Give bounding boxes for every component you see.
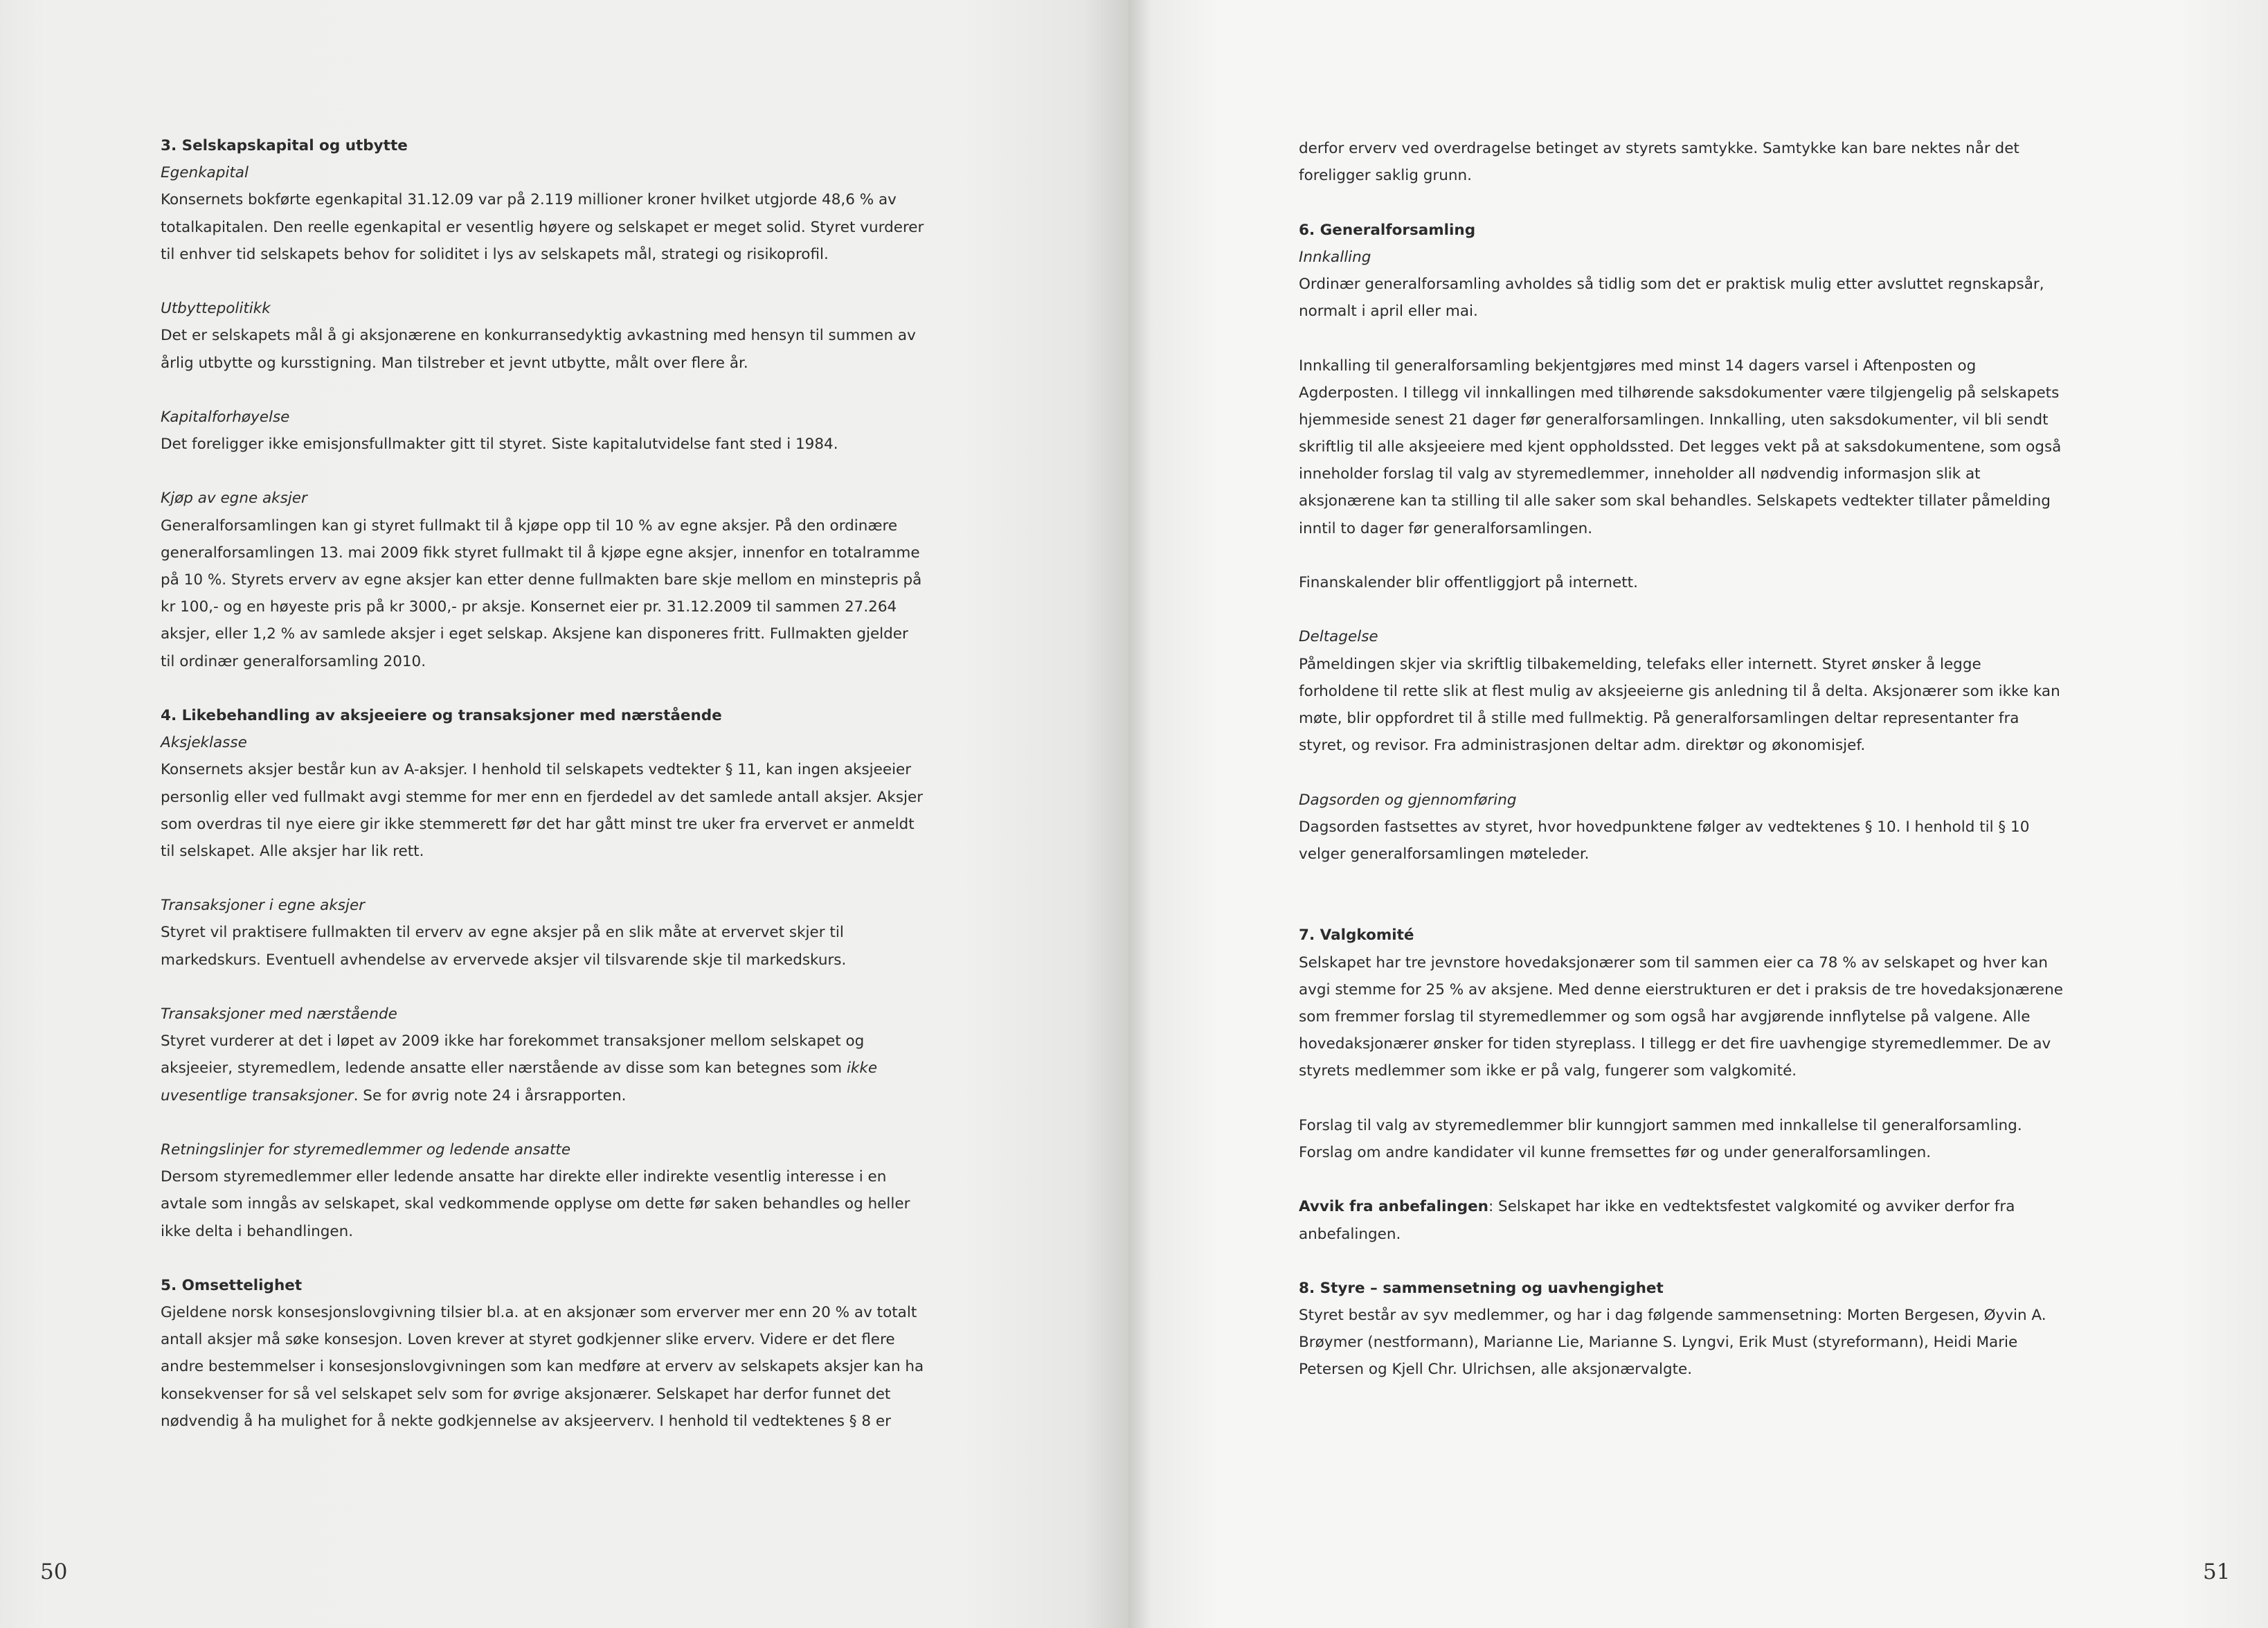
blank-line: [161, 1245, 924, 1272]
text-line: antall aksjer må søke konsesjon. Loven krever at styret godkjenner slike erverv. Videre er det flere: [161, 1331, 895, 1349]
blank-line: [1299, 325, 2063, 352]
section-heading: 8. Styre – sammensetning og uavhengighet: [1299, 1279, 1664, 1297]
blank-line: [1299, 895, 2063, 922]
text-line: andre bestemmelser i konsesjonslovgivningen som kan medføre at erverv av selskapets aksjer kan ha: [161, 1358, 924, 1376]
blank-line: [1299, 189, 2063, 216]
text-line: som overdras til nye eiere gir ikke stemmerett før det har gått minst tre uker fra ervervet er anmeldt: [161, 815, 915, 833]
subsection-heading: Kapitalforhøyelse: [161, 408, 290, 426]
text-line: Gjeldene norsk konsesjonslovgivning tilsier bl.a. at en aksjonær som erverver mer enn 20 % av totalt: [161, 1304, 917, 1322]
paragraph: [1299, 271, 2063, 325]
section-heading: 3. Selskapskapital og utbytte: [161, 137, 408, 154]
paragraph: [161, 1028, 924, 1109]
text-line: Petersen og Kjell Chr. Ulrichsen, alle aksjonærvalgte.: [1299, 1361, 1693, 1379]
paragraph: [1299, 1302, 2063, 1384]
blank-line: [161, 1109, 924, 1136]
text-line: Agderposten. I tillegg vil innkallingen med tilhørende saksdokumenter være tilgjengelig på selskapets: [1299, 384, 2060, 402]
paragraph: [1299, 1112, 2063, 1166]
left-page: [0, 0, 1128, 1628]
text-line: styret, og revisor. Fra administrasjonen deltar adm. direktør og økonomisjef.: [1299, 737, 1866, 755]
bold-text: Avvik fra anbefalingen: [1299, 1198, 1488, 1216]
text-line: Generalforsamlingen kan gi styret fullmakt til å kjøpe opp til 10 % av egne aksjer. På den ordinære: [161, 517, 898, 535]
text-line: avgi stemme for 25 % av aksjene. Med denne eierstrukturen er det i praksis de tre hovedaksjonærene: [1299, 981, 2063, 999]
text-line: ikke delta i behandlingen.: [161, 1222, 354, 1240]
text-line: skriftlig til alle aksjeeiere med kjent oppholdssted. Det legges vekt på at saksdokumentene, som også: [1299, 438, 2062, 456]
left-text-column: [161, 132, 924, 1435]
paragraph: [161, 431, 924, 458]
text-line: inntil to dager før generalforsamlingen.: [1299, 519, 1593, 537]
blank-line: [161, 865, 924, 892]
text-line: Brøymer (nestformann), Marianne Lie, Marianne S. Lyngvi, Erik Must (styreformann), Heidi Marie: [1299, 1334, 2018, 1352]
text-line: nødvendig å ha mulighet for å nekte godkjennelse av aksjeerverv. I henhold til vedtektenes § 8 er: [161, 1412, 891, 1430]
text-line: anbefalingen.: [1299, 1225, 1401, 1243]
text-line: som fremmer forslag til styremedlemmer og som også har avgjørende innflytelse på valgene. Alle: [1299, 1008, 2031, 1026]
blank-line: [161, 458, 924, 485]
blank-line: [161, 974, 924, 1001]
text-line: forholdene til rette slik at flest mulig av aksjeeierne gis anledning til å delta. Aksjonærer som ikke kan: [1299, 682, 2060, 700]
text-line: foreligger saklig grunn.: [1299, 167, 1472, 185]
italic-text: uvesentlige transaksjoner: [161, 1086, 354, 1104]
text-span: . Se for øvrig note 24 i årsrapporten.: [353, 1086, 627, 1104]
subsection-heading: Utbyttepolitikk: [161, 300, 271, 318]
text-line: markedskurs. Eventuell avhendelse av ervervede aksjer vil tilsvarende skje til markedskurs.: [161, 951, 847, 969]
blank-line: [1299, 1166, 2063, 1193]
paragraph: [161, 1299, 924, 1435]
text-line: Styret vurderer at det i løpet av 2009 ikke har forekommet transaksjoner mellom selskapet og: [161, 1032, 865, 1050]
blank-line: [1299, 596, 2063, 623]
paragraph: [161, 322, 924, 376]
text-line: kr 100,- og en høyeste pris på kr 3000,- pr aksje. Konsernet eier pr. 31.12.2009 til sammen 27.264: [161, 598, 897, 616]
subsection-heading: Transaksjoner i egne aksjer: [161, 897, 366, 915]
subsection-heading: Kjøp av egne aksjer: [161, 490, 307, 508]
page-number-right: 51: [2203, 1559, 2231, 1584]
text-line: Forslag om andre kandidater vil kunne fremsettes før og under generalforsamlingen.: [1299, 1143, 1932, 1161]
text-span: : Selskapet har ikke en vedtektsfestet valgkomité og avviker derfor fra: [1488, 1198, 2015, 1216]
subsection-heading: Aksjeklasse: [161, 734, 247, 752]
paragraph: [1299, 814, 2063, 868]
paragraph: [161, 1163, 924, 1245]
text-line: inneholder forslag til valg av styremedlemmer, inneholder all nødvendig informasjon slik at: [1299, 465, 1981, 483]
text-line: normalt i april eller mai.: [1299, 303, 1478, 321]
subsection-heading: Retningslinjer for styremedlemmer og ledende ansatte: [161, 1141, 571, 1159]
subsection-heading: Deltagelse: [1299, 628, 1378, 646]
text-line: [161, 1082, 924, 1109]
subsection-heading: Dagsorden og gjennomføring: [1299, 791, 1517, 809]
text-line: Konsernets aksjer består kun av A-aksjer. I henhold til selskapets vedtekter § 11, kan ingen aksjeeier: [161, 761, 912, 779]
text-line: avtale som inngås av selskapet, skal vedkommende opplyse om dette før saken behandles og heller: [161, 1195, 910, 1213]
text-line: til ordinær generalforsamling 2010.: [161, 652, 426, 670]
text-line: Selskapet har tre jevnstore hovedaksjonærer som til sammen eier ca 78 % av selskapet og hver kan: [1299, 954, 2049, 972]
text-line: konsekvenser for så vel selskapet selv som for øvrige aksjonærer. Selskapet har derfor funnet det: [161, 1385, 891, 1403]
paragraph: [1299, 135, 2063, 189]
text-line: Finanskalender blir offentliggjort på internett.: [1299, 574, 1638, 591]
text-line: til selskapet. Alle aksjer har lik rett.: [161, 842, 424, 860]
blank-line: [161, 675, 924, 702]
text-line: [161, 1055, 924, 1082]
text-line: Ordinær generalforsamling avholdes så tidlig som det er praktisk mulig etter avsluttet regnskapsår,: [1299, 275, 2044, 293]
text-line: hjemmeside senest 21 dager før generalforsamlingen. Innkalling, uten saksdokumenter, vil bli sendt: [1299, 411, 2049, 429]
text-line: totalkapitalen. Den reelle egenkapital er vesentlig høyere og selskapet er meget solid. Styret vurderer: [161, 218, 924, 236]
paragraph: [161, 756, 924, 865]
text-line: [1299, 1193, 2063, 1220]
text-line: Styret består av syv medlemmer, og har i dag følgende sammensetning: Morten Bergesen, Øyvin A.: [1299, 1307, 2046, 1325]
blank-line: [1299, 1085, 2063, 1112]
right-page: [1128, 0, 2268, 1628]
text-line: Påmeldingen skjer via skriftlig tilbakemelding, telefaks eller internett. Styret ønsker å legge: [1299, 655, 1981, 673]
blank-line: [1299, 868, 2063, 895]
text-line: styrets medlemmer som ikke er på valg, fungerer som valgkomité.: [1299, 1062, 1797, 1080]
text-line: Det er selskapets mål å gi aksjonærene en konkurransedyktig avkastning med hensyn til summen av: [161, 327, 916, 345]
text-line: Det foreligger ikke emisjonsfullmakter gitt til styret. Siste kapitalutvidelse fant sted i 1984.: [161, 436, 838, 454]
text-line: Forslag til valg av styremedlemmer blir kunngjort sammen med innkallelse til generalforsamling.: [1299, 1116, 2022, 1134]
text-line: Konsernets bokførte egenkapital 31.12.09 var på 2.119 millioner kroner hvilket utgjorde 48,6 % av: [161, 191, 897, 209]
subsection-heading: Transaksjoner med nærstående: [161, 1005, 397, 1023]
paragraph: [1299, 651, 2063, 760]
text-line: aksjer, eller 1,2 % av samlede aksjer i eget selskap. Aksjene kan disponeres fritt. Fullmakten gjelder: [161, 625, 908, 643]
text-line: generalforsamlingen 13. mai 2009 fikk styret fullmakt til å kjøpe egne aksjer, innenfor en totalramme: [161, 544, 920, 562]
section-heading: 6. Generalforsamling: [1299, 221, 1476, 239]
italic-text: ikke: [846, 1059, 878, 1077]
text-line: Innkalling til generalforsamling bekjentgjøres med minst 14 dagers varsel i Aftenposten og: [1299, 357, 1977, 375]
paragraph: [1299, 352, 2063, 542]
paragraph: [161, 186, 924, 268]
blank-line: [1299, 1248, 2063, 1275]
text-line: Dagsorden fastsettes av styret, hvor hovedpunktene følger av vedtektenes § 10. I henhold til § 10: [1299, 818, 2030, 836]
blank-line: [1299, 759, 2063, 786]
paragraph: [161, 919, 924, 973]
blank-line: [161, 268, 924, 295]
paragraph: [1299, 569, 2063, 596]
text-line: Styret vil praktisere fullmakten til erverv av egne aksjer på en slik måte at ervervet skjer til: [161, 924, 844, 942]
text-line: aksjonærene kan ta stilling til alle saker som skal behandles. Selskapets vedtekter tillater påmelding: [1299, 492, 2051, 510]
text-line: personlig eller ved fullmakt avgi stemme for mer enn en fjerdedel av det samlede antall aksjer. Aksjer: [161, 788, 924, 806]
text-line: derfor erverv ved overdragelse betinget av styrets samtykke. Samtykke kan bare nektes når det: [1299, 140, 2019, 157]
text-line: Dersom styremedlemmer eller ledende ansatte har direkte eller indirekte vesentlig interesse i en: [161, 1168, 887, 1186]
page-number-left: 50: [40, 1559, 68, 1584]
text-line: årlig utbytte og kursstigning. Man tilstreber et jevnt utbytte, målt over flere år.: [161, 354, 748, 372]
blank-line: [161, 377, 924, 404]
subsection-heading: Egenkapital: [161, 164, 249, 182]
text-line: på 10 %. Styrets erverv av egne aksjer kan etter denne fullmakten bare skje mellom en minstepris på: [161, 571, 922, 589]
paragraph: [161, 512, 924, 675]
section-heading: 7. Valgkomité: [1299, 927, 1414, 945]
text-line: hovedaksjonærer ønsker for tiden styreplass. I tillegg er det fire uavhengige styremedlemmer. De av: [1299, 1035, 2051, 1053]
blank-line: [1299, 542, 2063, 569]
text-line: møte, blir oppfordret til å stille med fullmektig. På generalforsamlingen deltar representanter fra: [1299, 709, 2019, 727]
text-line: velger generalforsamlingen møteleder.: [1299, 845, 1590, 863]
subsection-heading: Innkalling: [1299, 248, 1371, 266]
paragraph: [1299, 1193, 2063, 1247]
section-heading: 5. Omsettelighet: [161, 1276, 303, 1294]
paragraph: [1299, 949, 2063, 1085]
text-span: aksjeeier, styremedlem, ledende ansatte eller nærstående av disse som kan betegnes som: [161, 1059, 847, 1077]
right-text-column: [1299, 135, 2063, 1384]
section-heading: 4. Likebehandling av aksjeeiere og transaksjoner med nærstående: [161, 706, 722, 724]
text-line: til enhver tid selskapets behov for soliditet i lys av selskapets mål, strategi og risikoprofil.: [161, 245, 829, 263]
